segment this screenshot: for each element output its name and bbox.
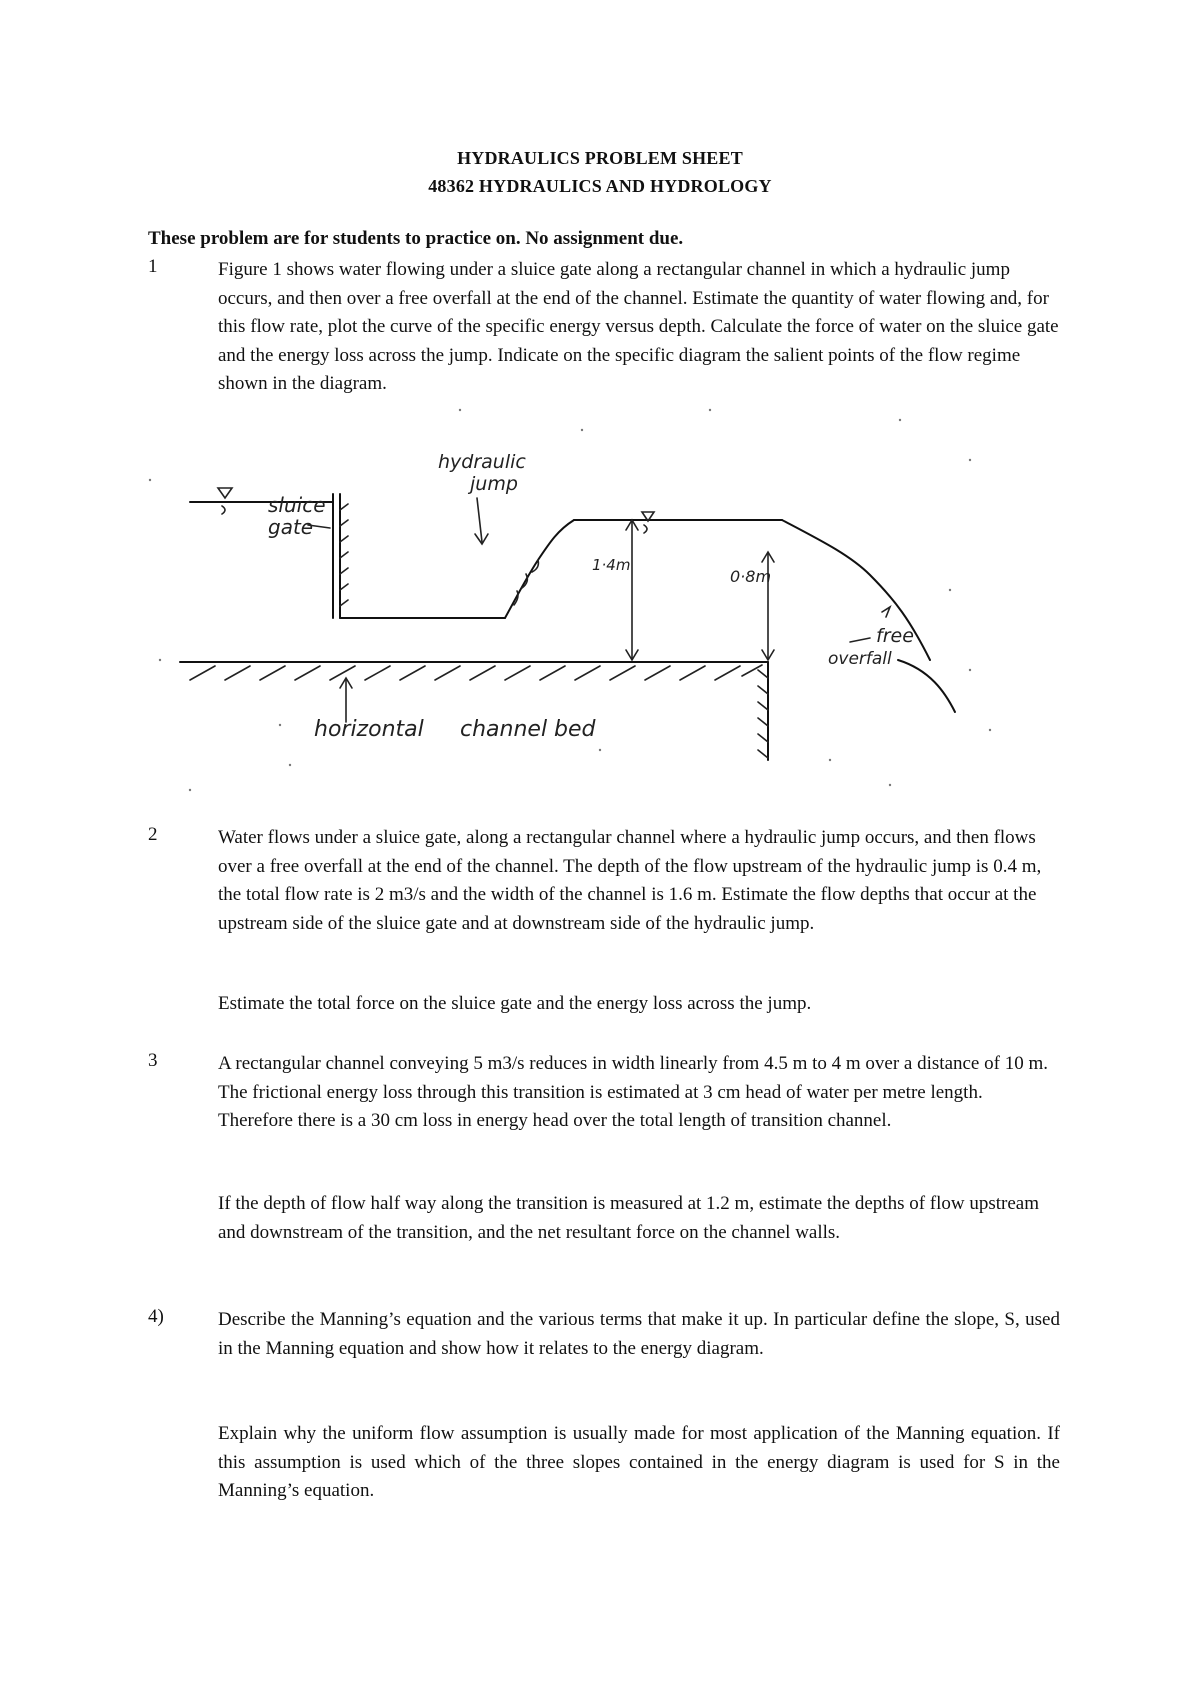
- label-hydraulic: hydraulic: [438, 451, 526, 473]
- figure-1-sketch: [170, 430, 1070, 790]
- label-horizontal: horizontal: [314, 717, 424, 742]
- question-2-followup: Estimate the total force on the sluice gate and the energy loss across the jump.: [218, 993, 812, 1014]
- overfall-pointer-arrow: [850, 638, 870, 642]
- jump-pointer-arrow: [477, 498, 482, 542]
- question-3-followup: If the depth of flow half way along the transition is measured at 1.2 m, estimate the depths of flow upstream and downstream of the transition, and the net resultant force on the channel walls.: [218, 1193, 1040, 1243]
- label-free: free: [876, 625, 914, 647]
- question-4-text: Describe the Manning’s equation and the various terms that make it up. In particular define the slope, S, used in the Manning equation and show how it relates to the energy diagram.: [218, 1309, 1060, 1359]
- label-sluice: sluice: [268, 493, 326, 517]
- overfall-surface-marker-icon: [882, 607, 890, 617]
- intro-note: These problem are for students to practice on. No assignment due.: [148, 228, 684, 249]
- sheet-title: HYDRAULICS PROBLEM SHEET: [457, 148, 743, 168]
- label-depth-0-8m: 0·8m: [730, 567, 772, 586]
- question-4-number: 4): [148, 1306, 164, 1327]
- label-jump: jump: [470, 473, 518, 495]
- gate-hatching: [340, 504, 348, 606]
- upstream-surface-tick-icon: [222, 506, 225, 514]
- label-channel-bed: channel bed: [460, 717, 596, 742]
- question-1-text: Figure 1 shows water flowing under a sluice gate along a rectangular channel in which a hydraulic jump occurs, and then over a free overfall at the end of the channel. Estimate the quantity of water flowing and, for this flow rate, plot the curve of the specific energy versus depth. Calculate the force of water on the sluice gate and the energy loss across the jump. Indicate on the specific diagram the salient points of the flow regime shown in the diagram.: [218, 259, 1059, 394]
- label-gate: gate: [268, 515, 314, 539]
- question-2-text: Water flows under a sluice gate, along a rectangular channel where a hydraulic jump occurs, and then flows over a free overfall at the end of the channel. The depth of the flow upstream of the hydraulic jump is 0.4 m, the total flow rate is 2 m3/s and the width of the channel is 1.6 m. Estimate the flow depths that occur at the upstream side of the sluice gate and at downstream side of the hydraulic jump.: [218, 827, 1042, 934]
- question-3-text: A rectangular channel conveying 5 m3/s reduces in width linearly from 4.5 m to 4 m over a distance of 10 m. The frictional energy loss through this transition is estimated at 3 cm head of water per metre length. Therefore there is a 30 cm loss in energy head over the total length of transition channel.: [218, 1053, 1048, 1131]
- question-1-number: 1: [148, 256, 158, 277]
- label-depth-1-4m: 1·4m: [592, 556, 631, 574]
- label-overfall: overfall: [828, 649, 892, 669]
- question-3-number: 3: [148, 1050, 158, 1071]
- course-title: 48362 HYDRAULICS AND HYDROLOGY: [428, 176, 772, 196]
- question-2-number: 2: [148, 824, 158, 845]
- channel-flow-diagram: [170, 430, 1070, 790]
- upstream-surface-marker-icon: [218, 488, 232, 498]
- question-4-followup: Explain why the uniform flow assumption is usually made for most application of the Manning equation. If this assumption is used which of the three slopes contained in the energy diagram is used for S in the Manning’s equation.: [218, 1423, 1060, 1501]
- bed-hatching: [190, 665, 762, 680]
- overfall-nappe: [898, 660, 955, 712]
